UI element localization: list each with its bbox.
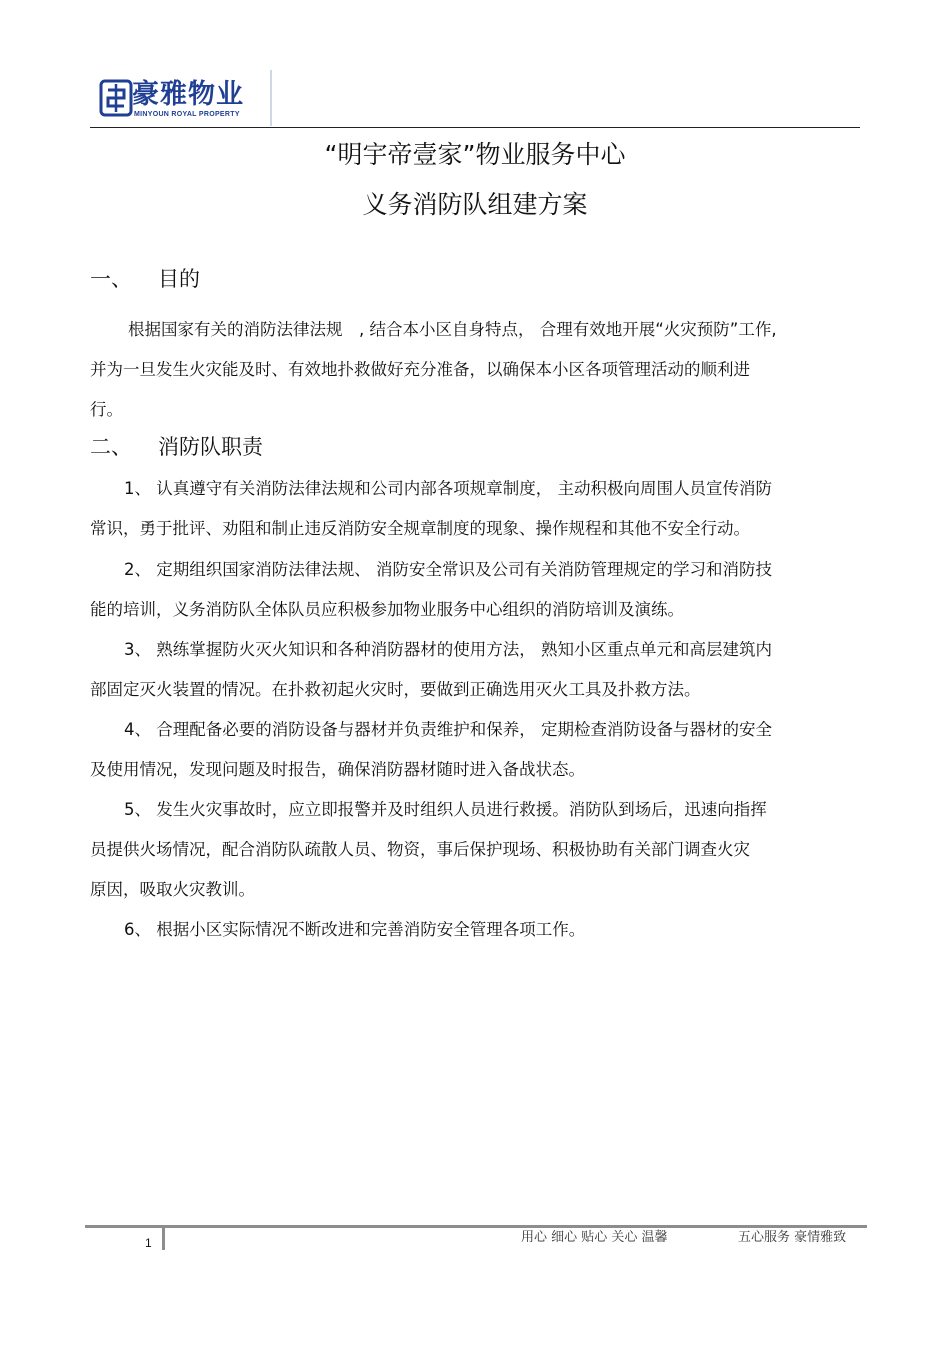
section-heading-purpose	[90, 266, 200, 292]
footer-rule	[85, 1225, 867, 1228]
footer-slogan-left: 用心 细心 贴心 关心 温馨	[521, 1230, 668, 1245]
company-logo-icon	[98, 78, 134, 118]
duty-item-line: 常识，勇于批评、劝阻和制止违反消防安全规章制度的现象、操作规程和其他不安全行动。	[90, 519, 750, 538]
duty-item-line: 能的培训，义务消防队全体队员应积极参加物业服务中心组织的消防培训及演练。	[90, 600, 684, 619]
section-heading-duties	[90, 434, 263, 460]
page-number: 1	[145, 1236, 152, 1250]
document-title-line2: 义务消防队组建方案	[362, 190, 588, 219]
logo-company-name: 豪雅物业	[132, 79, 244, 110]
header-rule	[90, 127, 860, 128]
document-title-line1: “明宇帝壹家”物业服务中心	[324, 140, 626, 169]
section-title: 目的	[158, 267, 200, 291]
duty-item-line: 4、 合理配备必要的消防设备与器材并负责维护和保养， 定期检查消防设备与器材的安全	[124, 720, 772, 739]
footer-slogan-right: 五心服务 豪情雅致	[738, 1230, 847, 1245]
logo-divider	[270, 70, 272, 126]
duty-item-line: 员提供火场情况，配合消防队疏散人员、物资，事后保护现场、积极协助有关部门调查火灾	[90, 840, 750, 859]
duty-item-line: 1、 认真遵守有关消防法律法规和公司内部各项规章制度， 主动积极向周围人员宣传消防	[124, 479, 772, 498]
duty-item-line: 6、 根据小区实际情况不断改进和完善消防安全管理各项工作。	[124, 920, 586, 939]
section-number: 一、	[90, 267, 132, 291]
duty-item-line: 原因，吸取火灾教训。	[90, 880, 255, 899]
paragraph-line: 并为一旦发生火灾能及时、有效地扑救做好充分准备，以确保本小区各项管理活动的顺利进	[90, 360, 750, 379]
duty-item-line: 3、 熟练掌握防火灭火知识和各种消防器材的使用方法， 熟知小区重点单元和高层建筑内	[124, 640, 772, 659]
duty-item-line: 2、 定期组织国家消防法律法规、 消防安全常识及公司有关消防管理规定的学习和消防技	[124, 560, 772, 579]
footer-divider	[162, 1228, 165, 1250]
paragraph-line: 行。	[90, 400, 123, 419]
duty-item-line: 及使用情况，发现问题及时报告，确保消防器材随时进入备战状态。	[90, 760, 585, 779]
logo-company-name-en: MINYOUN ROYAL PROPERTY	[134, 111, 240, 118]
section-number: 二、	[90, 435, 132, 459]
paragraph-line: 根据国家有关的消防法律法规 , 结合本小区自身特点， 合理有效地开展“火灾预防”工作,	[128, 320, 777, 339]
section-title: 消防队职责	[158, 435, 263, 459]
duty-item-line: 部固定灭火装置的情况。在扑救初起火灾时，要做到正确选用灭火工具及扑救方法。	[90, 680, 701, 699]
duty-item-line: 5、 发生火灾事故时，应立即报警并及时组织人员进行救援。消防队到场后，迅速向指挥	[124, 800, 767, 819]
